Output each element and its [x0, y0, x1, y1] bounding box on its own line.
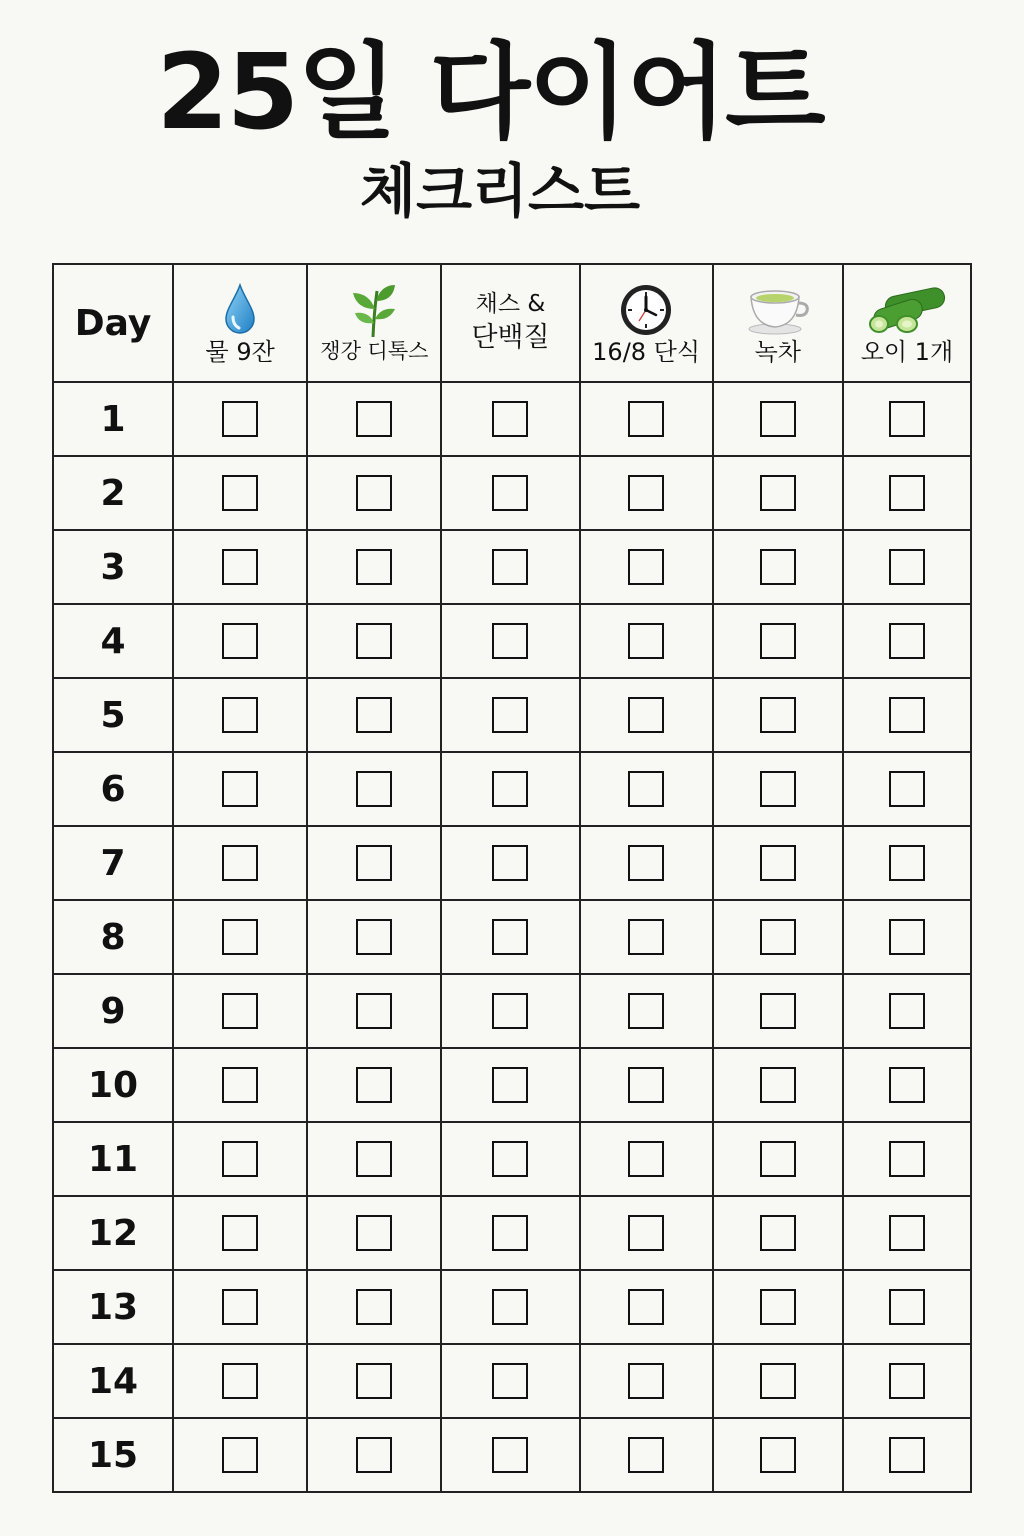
day-row — [53, 900, 971, 974]
checkbox[interactable] — [492, 1141, 528, 1177]
check-cell-ginger-detox — [307, 604, 441, 678]
checkbox[interactable] — [222, 1437, 258, 1473]
check-cell-ginger-detox — [307, 1270, 441, 1344]
check-cell-fasting — [580, 678, 713, 752]
checkbox[interactable] — [628, 549, 664, 585]
checkbox[interactable] — [356, 1067, 392, 1103]
day-cell — [53, 530, 173, 604]
check-cell-veg-protein — [441, 530, 579, 604]
checkbox[interactable] — [889, 697, 925, 733]
day-cell — [53, 1122, 173, 1196]
checkbox[interactable] — [492, 1289, 528, 1325]
column-header-green-tea — [713, 264, 843, 382]
checkbox[interactable] — [356, 845, 392, 881]
checkbox[interactable] — [356, 771, 392, 807]
check-cell-veg-protein — [441, 1196, 579, 1270]
check-cell-fasting — [580, 974, 713, 1048]
checkbox[interactable] — [356, 993, 392, 1029]
checkbox[interactable] — [760, 1437, 796, 1473]
check-cell-fasting — [580, 604, 713, 678]
column-label-cucumber: 오이 1개 — [860, 337, 954, 366]
day-number: 7 — [100, 842, 126, 884]
page-title: 25일 다이어트 — [156, 31, 824, 153]
check-cell-cucumber — [843, 382, 971, 456]
check-cell-cucumber — [843, 752, 971, 826]
day-number: 12 — [88, 1212, 139, 1254]
day-number: 4 — [100, 620, 126, 662]
check-cell-water — [173, 382, 307, 456]
checkbox[interactable] — [356, 1363, 392, 1399]
checkbox[interactable] — [492, 993, 528, 1029]
check-cell-fasting — [580, 1048, 713, 1122]
check-cell-fasting — [580, 530, 713, 604]
checkbox[interactable] — [492, 623, 528, 659]
checkbox[interactable] — [222, 401, 258, 437]
check-cell-fasting — [580, 1196, 713, 1270]
check-cell-water — [173, 900, 307, 974]
column-header-fasting — [580, 264, 713, 382]
day-row — [53, 752, 971, 826]
check-cell-green-tea — [713, 974, 843, 1048]
check-cell-cucumber — [843, 900, 971, 974]
checkbox[interactable] — [492, 1215, 528, 1251]
green-tea-cup-icon — [747, 285, 809, 335]
day-number: 5 — [100, 694, 126, 736]
checkbox[interactable] — [628, 1437, 664, 1473]
check-cell-fasting — [580, 1344, 713, 1418]
checkbox[interactable] — [222, 1363, 258, 1399]
checkbox[interactable] — [760, 1363, 796, 1399]
checkbox[interactable] — [356, 1289, 392, 1325]
check-cell-cucumber — [843, 974, 971, 1048]
column-header-veg-protein — [441, 264, 579, 382]
checkbox[interactable] — [889, 1363, 925, 1399]
check-cell-veg-protein — [441, 900, 579, 974]
checkbox[interactable] — [492, 1363, 528, 1399]
check-cell-cucumber — [843, 456, 971, 530]
check-cell-veg-protein — [441, 382, 579, 456]
day-row — [53, 530, 971, 604]
checkbox[interactable] — [222, 771, 258, 807]
day-row — [53, 456, 971, 530]
check-cell-ginger-detox — [307, 1418, 441, 1492]
day-row — [53, 1122, 971, 1196]
checkbox[interactable] — [222, 549, 258, 585]
day-row — [53, 1196, 971, 1270]
checkbox[interactable] — [760, 549, 796, 585]
check-cell-cucumber — [843, 1270, 971, 1344]
checkbox[interactable] — [889, 919, 925, 955]
checkbox[interactable] — [889, 845, 925, 881]
checkbox[interactable] — [760, 845, 796, 881]
check-cell-green-tea — [713, 678, 843, 752]
checkbox[interactable] — [356, 401, 392, 437]
check-cell-green-tea — [713, 604, 843, 678]
checkbox[interactable] — [628, 919, 664, 955]
check-cell-green-tea — [713, 826, 843, 900]
checkbox[interactable] — [628, 845, 664, 881]
checklist-body — [53, 382, 971, 1492]
day-row — [53, 974, 971, 1048]
checkbox[interactable] — [889, 1067, 925, 1103]
water-drop-icon — [223, 283, 257, 337]
check-cell-water — [173, 1196, 307, 1270]
check-cell-ginger-detox — [307, 1048, 441, 1122]
check-cell-green-tea — [713, 1344, 843, 1418]
checkbox[interactable] — [760, 623, 796, 659]
check-cell-veg-protein — [441, 1344, 579, 1418]
checkbox[interactable] — [492, 1067, 528, 1103]
check-cell-green-tea — [713, 1418, 843, 1492]
checkbox[interactable] — [628, 1067, 664, 1103]
day-row — [53, 604, 971, 678]
checkbox[interactable] — [492, 697, 528, 733]
check-cell-water — [173, 752, 307, 826]
checkbox[interactable] — [760, 401, 796, 437]
checkbox[interactable] — [492, 1437, 528, 1473]
check-cell-veg-protein — [441, 604, 579, 678]
check-cell-water — [173, 1048, 307, 1122]
checkbox[interactable] — [889, 771, 925, 807]
day-cell — [53, 1344, 173, 1418]
check-cell-green-tea — [713, 1270, 843, 1344]
day-number: 13 — [88, 1286, 139, 1328]
day-cell — [53, 678, 173, 752]
checkbox[interactable] — [222, 1067, 258, 1103]
checkbox[interactable] — [889, 549, 925, 585]
column-label-veg-protein-line2: 단백질 — [471, 322, 550, 354]
check-cell-cucumber — [843, 1048, 971, 1122]
check-cell-fasting — [580, 456, 713, 530]
column-header-cucumber — [843, 264, 971, 382]
checkbox[interactable] — [492, 845, 528, 881]
checkbox[interactable] — [760, 1289, 796, 1325]
check-cell-fasting — [580, 900, 713, 974]
day-cell — [53, 900, 173, 974]
check-cell-water — [173, 604, 307, 678]
check-cell-cucumber — [843, 1196, 971, 1270]
check-cell-water — [173, 1418, 307, 1492]
column-header-water — [173, 264, 307, 382]
checkbox[interactable] — [628, 475, 664, 511]
check-cell-fasting — [580, 752, 713, 826]
check-cell-ginger-detox — [307, 382, 441, 456]
day-cell — [53, 604, 173, 678]
checkbox[interactable] — [492, 919, 528, 955]
checkbox[interactable] — [492, 401, 528, 437]
check-cell-ginger-detox — [307, 900, 441, 974]
check-cell-cucumber — [843, 604, 971, 678]
check-cell-green-tea — [713, 752, 843, 826]
day-row — [53, 1418, 971, 1492]
checkbox[interactable] — [628, 993, 664, 1029]
check-cell-green-tea — [713, 1122, 843, 1196]
day-number: 11 — [88, 1138, 139, 1180]
check-cell-water — [173, 1270, 307, 1344]
day-number: 10 — [88, 1064, 139, 1106]
checkbox[interactable] — [889, 993, 925, 1029]
day-number: 6 — [100, 768, 126, 810]
checkbox[interactable] — [222, 845, 258, 881]
checkbox[interactable] — [222, 1215, 258, 1251]
check-cell-green-tea — [713, 456, 843, 530]
check-cell-green-tea — [713, 900, 843, 974]
day-cell — [53, 1048, 173, 1122]
day-row — [53, 1048, 971, 1122]
check-cell-water — [173, 1344, 307, 1418]
checkbox[interactable] — [222, 697, 258, 733]
check-cell-veg-protein — [441, 1418, 579, 1492]
day-cell — [53, 826, 173, 900]
check-cell-cucumber — [843, 530, 971, 604]
checkbox[interactable] — [760, 697, 796, 733]
check-cell-veg-protein — [441, 826, 579, 900]
checkbox[interactable] — [222, 1289, 258, 1325]
checkbox[interactable] — [222, 1141, 258, 1177]
check-cell-veg-protein — [441, 678, 579, 752]
check-cell-veg-protein — [441, 974, 579, 1048]
day-cell — [53, 1418, 173, 1492]
column-label-fasting: 16/8 단식 — [592, 337, 701, 366]
checkbox[interactable] — [760, 919, 796, 955]
check-cell-water — [173, 456, 307, 530]
day-number: 8 — [100, 916, 126, 958]
check-cell-fasting — [580, 382, 713, 456]
day-cell — [53, 752, 173, 826]
checkbox[interactable] — [628, 401, 664, 437]
checkbox[interactable] — [889, 1437, 925, 1473]
day-row — [53, 382, 971, 456]
check-cell-green-tea — [713, 382, 843, 456]
check-cell-water — [173, 974, 307, 1048]
check-cell-water — [173, 826, 307, 900]
check-cell-fasting — [580, 826, 713, 900]
checkbox[interactable] — [760, 993, 796, 1029]
checkbox[interactable] — [889, 1141, 925, 1177]
checkbox[interactable] — [628, 1363, 664, 1399]
check-cell-fasting — [580, 1418, 713, 1492]
checkbox[interactable] — [760, 771, 796, 807]
check-cell-ginger-detox — [307, 456, 441, 530]
day-cell — [53, 456, 173, 530]
day-number: 14 — [88, 1360, 139, 1402]
day-number: 1 — [100, 398, 126, 440]
check-cell-cucumber — [843, 678, 971, 752]
day-row — [53, 678, 971, 752]
checkbox[interactable] — [628, 623, 664, 659]
checkbox[interactable] — [628, 1141, 664, 1177]
check-cell-cucumber — [843, 1418, 971, 1492]
day-number: 3 — [100, 546, 126, 588]
day-row — [53, 1270, 971, 1344]
check-cell-veg-protein — [441, 1122, 579, 1196]
checkbox[interactable] — [356, 475, 392, 511]
day-header-label: Day — [74, 302, 152, 344]
check-cell-ginger-detox — [307, 974, 441, 1048]
column-label-veg-protein-line1: 채스 & — [475, 291, 546, 318]
day-column-header — [53, 264, 173, 382]
checkbox[interactable] — [628, 771, 664, 807]
checkbox[interactable] — [356, 549, 392, 585]
check-cell-water — [173, 1122, 307, 1196]
check-cell-cucumber — [843, 1344, 971, 1418]
day-cell — [53, 1270, 173, 1344]
day-number: 9 — [100, 990, 126, 1032]
day-row — [53, 1344, 971, 1418]
check-cell-water — [173, 678, 307, 752]
check-cell-green-tea — [713, 1048, 843, 1122]
column-label-water: 물 9잔 — [205, 337, 275, 366]
checkbox[interactable] — [356, 1141, 392, 1177]
checkbox[interactable] — [356, 697, 392, 733]
checkbox[interactable] — [356, 623, 392, 659]
check-cell-ginger-detox — [307, 530, 441, 604]
checkbox[interactable] — [356, 1437, 392, 1473]
check-cell-green-tea — [713, 1196, 843, 1270]
page-subtitle: 체크리스트 — [359, 157, 641, 225]
check-cell-cucumber — [843, 826, 971, 900]
checkbox[interactable] — [356, 1215, 392, 1251]
checkbox[interactable] — [492, 771, 528, 807]
clock-icon — [619, 283, 673, 337]
check-cell-water — [173, 530, 307, 604]
checkbox[interactable] — [889, 475, 925, 511]
column-label-green-tea: 녹차 — [754, 337, 801, 366]
day-row — [53, 826, 971, 900]
check-cell-veg-protein — [441, 1270, 579, 1344]
checkbox[interactable] — [492, 549, 528, 585]
check-cell-ginger-detox — [307, 1122, 441, 1196]
check-cell-ginger-detox — [307, 678, 441, 752]
day-number: 2 — [100, 472, 126, 514]
check-cell-green-tea — [713, 530, 843, 604]
checkbox[interactable] — [760, 475, 796, 511]
checkbox[interactable] — [760, 1067, 796, 1103]
checkbox[interactable] — [628, 697, 664, 733]
day-cell — [53, 382, 173, 456]
checkbox[interactable] — [492, 475, 528, 511]
checkbox[interactable] — [889, 623, 925, 659]
checkbox[interactable] — [760, 1215, 796, 1251]
check-cell-veg-protein — [441, 752, 579, 826]
check-cell-fasting — [580, 1122, 713, 1196]
day-cell — [53, 974, 173, 1048]
check-cell-fasting — [580, 1270, 713, 1344]
day-cell — [53, 1196, 173, 1270]
ginger-leaf-icon — [349, 283, 399, 339]
header-row — [53, 264, 971, 382]
checkbox[interactable] — [889, 1215, 925, 1251]
column-header-ginger-detox — [307, 264, 441, 382]
checkbox[interactable] — [628, 1289, 664, 1325]
check-cell-veg-protein — [441, 1048, 579, 1122]
check-cell-ginger-detox — [307, 1196, 441, 1270]
day-number: 15 — [88, 1434, 139, 1476]
checkbox[interactable] — [222, 919, 258, 955]
checkbox[interactable] — [356, 919, 392, 955]
cucumber-icon — [867, 286, 947, 334]
checkbox[interactable] — [222, 623, 258, 659]
checkbox[interactable] — [760, 1141, 796, 1177]
checklist-table — [52, 263, 972, 1493]
checkbox[interactable] — [628, 1215, 664, 1251]
check-cell-veg-protein — [441, 456, 579, 530]
checkbox[interactable] — [889, 1289, 925, 1325]
column-label-ginger-detox: 쟁강 디톡스 — [320, 339, 429, 364]
checkbox[interactable] — [889, 401, 925, 437]
check-cell-cucumber — [843, 1122, 971, 1196]
check-cell-ginger-detox — [307, 826, 441, 900]
checkbox[interactable] — [222, 993, 258, 1029]
check-cell-ginger-detox — [307, 752, 441, 826]
checkbox[interactable] — [222, 475, 258, 511]
check-cell-ginger-detox — [307, 1344, 441, 1418]
